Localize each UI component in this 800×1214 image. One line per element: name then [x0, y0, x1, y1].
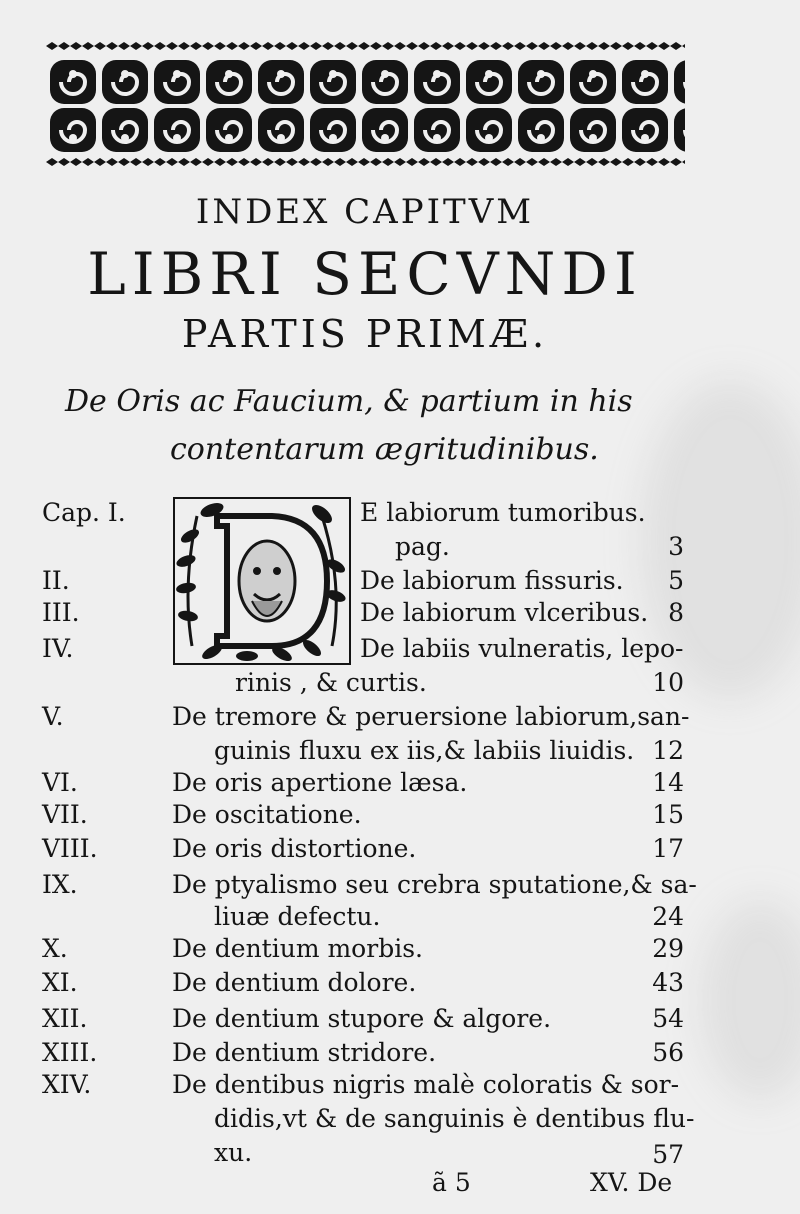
chapter-title-line: De labiorum vlceribus.: [360, 598, 649, 627]
ornament-scroll: [414, 60, 460, 104]
page-number: 29: [652, 934, 684, 963]
decorated-initial-d: [172, 496, 352, 666]
ornament-scroll: [206, 60, 252, 104]
chapter-title-line: didis,vt & de sanguinis è dentibus flu-: [214, 1104, 695, 1133]
chapter-title-line: De dentibus nigris malè coloratis & sor-: [172, 1070, 680, 1099]
ornament-scroll: [258, 60, 304, 104]
chapter-number: III.: [42, 598, 80, 627]
ornament-scroll: [466, 60, 512, 104]
chapter-number: Cap. I.: [42, 498, 126, 527]
ornamental-headpiece: [40, 38, 685, 170]
chapter-title-line: De dentium stridore.: [172, 1038, 437, 1067]
chapter-number: XIII.: [42, 1038, 98, 1067]
chapter-title-line: De oscitatione.: [172, 800, 362, 829]
chapter-number: V.: [42, 702, 64, 731]
ornament-scroll: [154, 108, 200, 152]
subject-line-2: contentarum ægritudinibus.: [170, 432, 599, 467]
ornament-scroll: [518, 60, 564, 104]
ornament-scroll: [570, 108, 616, 152]
chapter-title-line: De dentium stupore & algore.: [172, 1004, 552, 1033]
ornament-scroll: [258, 108, 304, 152]
subject-line-1: De Oris ac Faucium, & partium in his: [65, 384, 633, 419]
chapter-title-line: guinis fluxu ex iis,& labiis liuidis.: [214, 736, 635, 765]
ornament-row-2: [50, 108, 685, 152]
ornament-scroll: [362, 108, 408, 152]
page-number: 3: [668, 532, 684, 561]
ornament-scroll: [362, 60, 408, 104]
chapter-number: XII.: [42, 1004, 88, 1033]
page-number: 56: [652, 1038, 684, 1067]
chapter-number: II.: [42, 566, 70, 595]
chapter-number: VII.: [42, 800, 88, 829]
chapter-number: VI.: [42, 768, 78, 797]
page-number: 43: [652, 968, 684, 997]
page-number: 14: [652, 768, 684, 797]
page-number: 10: [652, 668, 684, 697]
chapter-number: XI.: [42, 968, 78, 997]
ornament-scroll: [570, 60, 616, 104]
ornament-scroll: [154, 60, 200, 104]
ornament-scroll: [622, 108, 668, 152]
ornament-scroll: [102, 108, 148, 152]
chapter-title-line: De oris distortione.: [172, 834, 417, 863]
chapter-title-line: De labiorum fissuris.: [360, 566, 624, 595]
chapter-number: VIII.: [42, 834, 98, 863]
page-number: 8: [668, 598, 684, 627]
chapter-title-line: pag.: [395, 532, 450, 561]
chapter-number: IX.: [42, 870, 78, 899]
ornament-row-1: [50, 60, 685, 104]
page-number: 54: [652, 1004, 684, 1033]
page-number: 12: [652, 736, 684, 765]
chapter-title-line: liuæ defectu.: [214, 902, 381, 931]
ornament-scroll: [310, 108, 356, 152]
chapter-title-line: De labiis vulneratis, lepo-: [360, 634, 684, 663]
signature-mark: ã 5: [432, 1168, 471, 1197]
index-title: INDEX CAPITVM: [195, 192, 535, 232]
ornament-scroll: [310, 60, 356, 104]
ornament-scroll: [102, 60, 148, 104]
chapter-title-line: De dentium morbis.: [172, 934, 423, 963]
chapter-title-line: De tremore & peruersione labiorum,san-: [172, 702, 690, 731]
ornament-scroll: [206, 108, 252, 152]
chapter-number: X.: [42, 934, 68, 963]
catchword: XV. De: [590, 1168, 673, 1197]
chapter-title-line: De oris apertione læsa.: [172, 768, 468, 797]
ornament-scroll: [50, 108, 96, 152]
page-stain: [700, 900, 800, 1100]
ornament-scroll: [414, 108, 460, 152]
ornament-scroll: [518, 108, 564, 152]
page-number: 24: [652, 902, 684, 931]
page-number: 15: [652, 800, 684, 829]
ornament-scroll: [50, 60, 96, 104]
part-title: PARTIS PRIMÆ.: [181, 312, 549, 356]
ornament-scroll: [622, 60, 668, 104]
chapter-title-line: De ptyalismo seu crebra sputatione,& sa-: [172, 870, 697, 899]
chapter-title-line: xu.: [214, 1138, 253, 1167]
ornament-scroll: [466, 108, 512, 152]
chapter-number: XIV.: [42, 1070, 92, 1099]
page-number: 17: [652, 834, 684, 863]
chapter-title-line: E labiorum tumoribus.: [360, 498, 646, 527]
chapter-number: IV.: [42, 634, 74, 663]
book-title: LIBRI SECVNDI: [87, 240, 643, 308]
chapter-title-line: De dentium dolore.: [172, 968, 417, 997]
page-number: 5: [668, 566, 684, 595]
page-number: 57: [652, 1140, 684, 1169]
chapter-title-line: rinis , & curtis.: [235, 668, 427, 697]
